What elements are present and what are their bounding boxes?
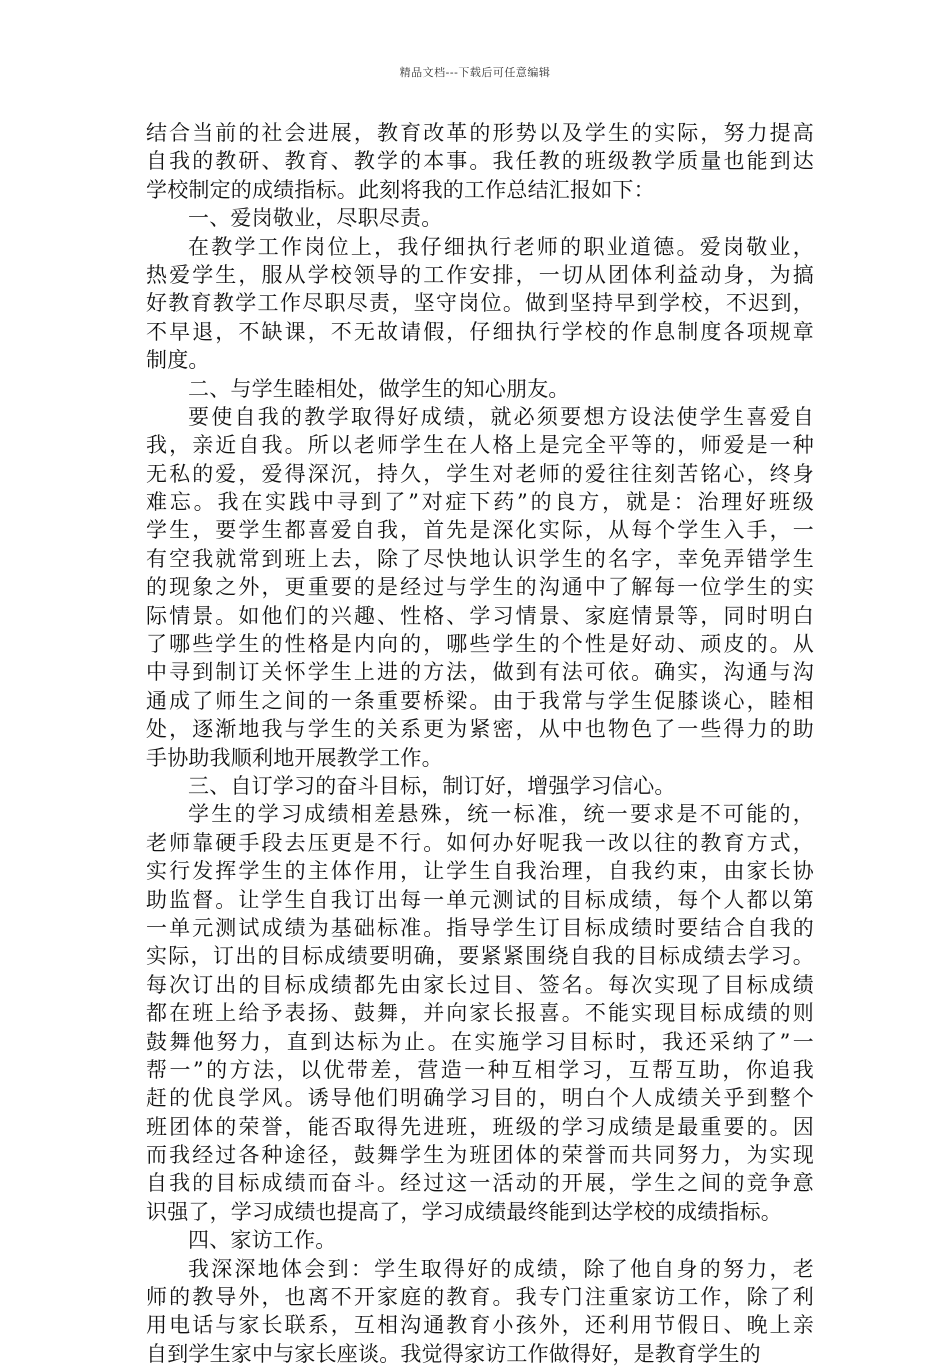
- paragraph: [146, 1255, 814, 1368]
- text-line: 处，逐渐地我与学生的关系更为紧密，从中也物色了一些得力的助: [146, 717, 814, 742]
- text-line: 四、家访工作。: [188, 1228, 337, 1253]
- paragraph: [146, 800, 814, 1226]
- paragraph: [146, 233, 814, 375]
- text-line: 老师靠硬手段去压更是不行。如何办好呢我一改以往的教育方式，: [146, 830, 814, 855]
- text-line: 识强了，学习成绩也提高了，学习成绩最终能到达学校的成绩指标。: [146, 1199, 782, 1224]
- text-line: 师的教导外，也离不开家庭的教育。我专门注重家访工作，除了利: [146, 1285, 814, 1310]
- text-line: 要使自我的教学取得好成绩，就必须要想方设法使学生喜爱自: [188, 404, 814, 429]
- section-heading: [146, 204, 814, 232]
- text-line: 班团体的荣誉，能否取得先进班，班级的学习成绩是最重要的。因: [146, 1114, 814, 1139]
- text-line: 自我的教研、教育、教学的本事。我任教的班级教学质量也能到达: [146, 149, 814, 174]
- text-line: 了哪些学生的性格是内向的，哪些学生的个性是好动、顽皮的。从: [146, 632, 814, 657]
- page-header-note: 精品文档---下载后可任意编辑: [399, 66, 551, 79]
- text-line: 有空我就常到班上去，除了尽快地认识学生的名字，幸免弄错学生: [146, 546, 814, 571]
- text-line: 赶的优良学风。诱导他们明确学习目的，明白个人成绩关乎到整个: [146, 1086, 814, 1111]
- text-line: 都在班上给予表扬、鼓舞，并向家长报喜。不能实现目标成绩的则: [146, 1001, 814, 1026]
- text-line: 二、与学生睦相处，做学生的知心朋友。: [188, 376, 570, 401]
- text-line: 学生的学习成绩相差悬殊，统一标准，统一要求是不可能的，: [188, 802, 814, 827]
- text-line: 无私的爱，爱得深沉，持久，学生对老师的爱往往刻苦铭心，终身: [146, 461, 814, 486]
- paragraph: [146, 403, 814, 772]
- text-line: 学校制定的成绩指标。此刻将我的工作总结汇报如下：: [146, 177, 655, 202]
- text-line: 实行发挥学生的主体作用，让学生自我治理，自我约束，由家长协: [146, 859, 814, 884]
- text-line: 好教育教学工作尽职尽责，坚守岗位。做到坚持早到学校，不迟到，: [146, 291, 814, 316]
- text-line: 通成了师生之间的一条重要桥梁。由于我常与学生促膝谈心，睦相: [146, 688, 814, 713]
- text-line: 学生，要学生都喜爱自我，首先是深化实际，从每个学生入手，一: [146, 518, 814, 543]
- text-line: 我深深地体会到：学生取得好的成绩，除了他自身的努力，老: [188, 1256, 814, 1281]
- text-line: 制度。: [146, 348, 210, 373]
- text-line: 实际，订出的目标成绩要明确，要紧紧围绕自我的目标成绩去学习。: [146, 944, 814, 969]
- text-line: 用电话与家长联系，互相沟通教育小孩外，还利用节假日、晚上亲: [146, 1313, 814, 1338]
- document-body: [146, 119, 814, 1368]
- text-line: 中寻到制订关怀学生上进的方法，做到有法可依。确实，沟通与沟: [146, 660, 814, 685]
- text-line: 我，亲近自我。所以老师学生在人格上是完全平等的，师爱是一种: [146, 433, 814, 458]
- text-line: 热爱学生，服从学校领导的工作安排，一切从团体利益动身，为搞: [146, 262, 814, 287]
- text-line: 自到学生家中与家长座谈。我觉得家访工作做得好，是教育学生的: [146, 1341, 761, 1366]
- text-line: 助监督。让学生自我订出每一单元测试的目标成绩，每个人都以第: [146, 887, 814, 912]
- text-line: 一单元测试成绩为基础标准。指导学生订目标成绩时要结合自我的: [146, 915, 814, 940]
- text-line: 帮一”的方法，以优带差，营造一种互相学习，互帮互助，你追我: [146, 1057, 814, 1082]
- text-line: 际情景。如他们的兴趣、性格、学习情景、家庭情景等，同时明白: [146, 603, 814, 628]
- section-heading: [146, 1226, 814, 1254]
- text-line: 自我的目标成绩而奋斗。经过这一活动的开展，学生之间的竞争意: [146, 1171, 814, 1196]
- text-line: 三、自订学习的奋斗目标，制订好，增强学习信心。: [188, 773, 676, 798]
- text-line: 结合当前的社会进展，教育改革的形势以及学生的实际，努力提高: [146, 121, 814, 145]
- text-line: 的现象之外，更重要的是经过与学生的沟通中了解每一位学生的实: [146, 575, 814, 600]
- text-line: 一、爱岗敬业，尽职尽责。: [188, 206, 443, 231]
- text-line: 鼓舞他努力，直到达标为止。在实施学习目标时，我还采纳了”一: [146, 1029, 814, 1054]
- section-heading: [146, 772, 814, 800]
- text-line: 而我经过各种途径，鼓舞学生为班团体的荣誉而共同努力，为实现: [146, 1143, 814, 1168]
- text-line: 手协助我顺利地开展教学工作。: [146, 745, 443, 770]
- text-line: 在教学工作岗位上，我仔细执行老师的职业道德。爱岗敬业，: [188, 234, 814, 259]
- section-heading: [146, 375, 814, 403]
- text-line: 不早退，不缺课，不无故请假，仔细执行学校的作息制度各项规章: [146, 319, 814, 344]
- text-line: 难忘。我在实践中寻到了”对症下药”的良方，就是：治理好班级: [146, 490, 814, 515]
- paragraph: [146, 119, 814, 204]
- text-line: 每次订出的目标成绩都先由家长过目、签名。每次实现了目标成绩: [146, 972, 814, 997]
